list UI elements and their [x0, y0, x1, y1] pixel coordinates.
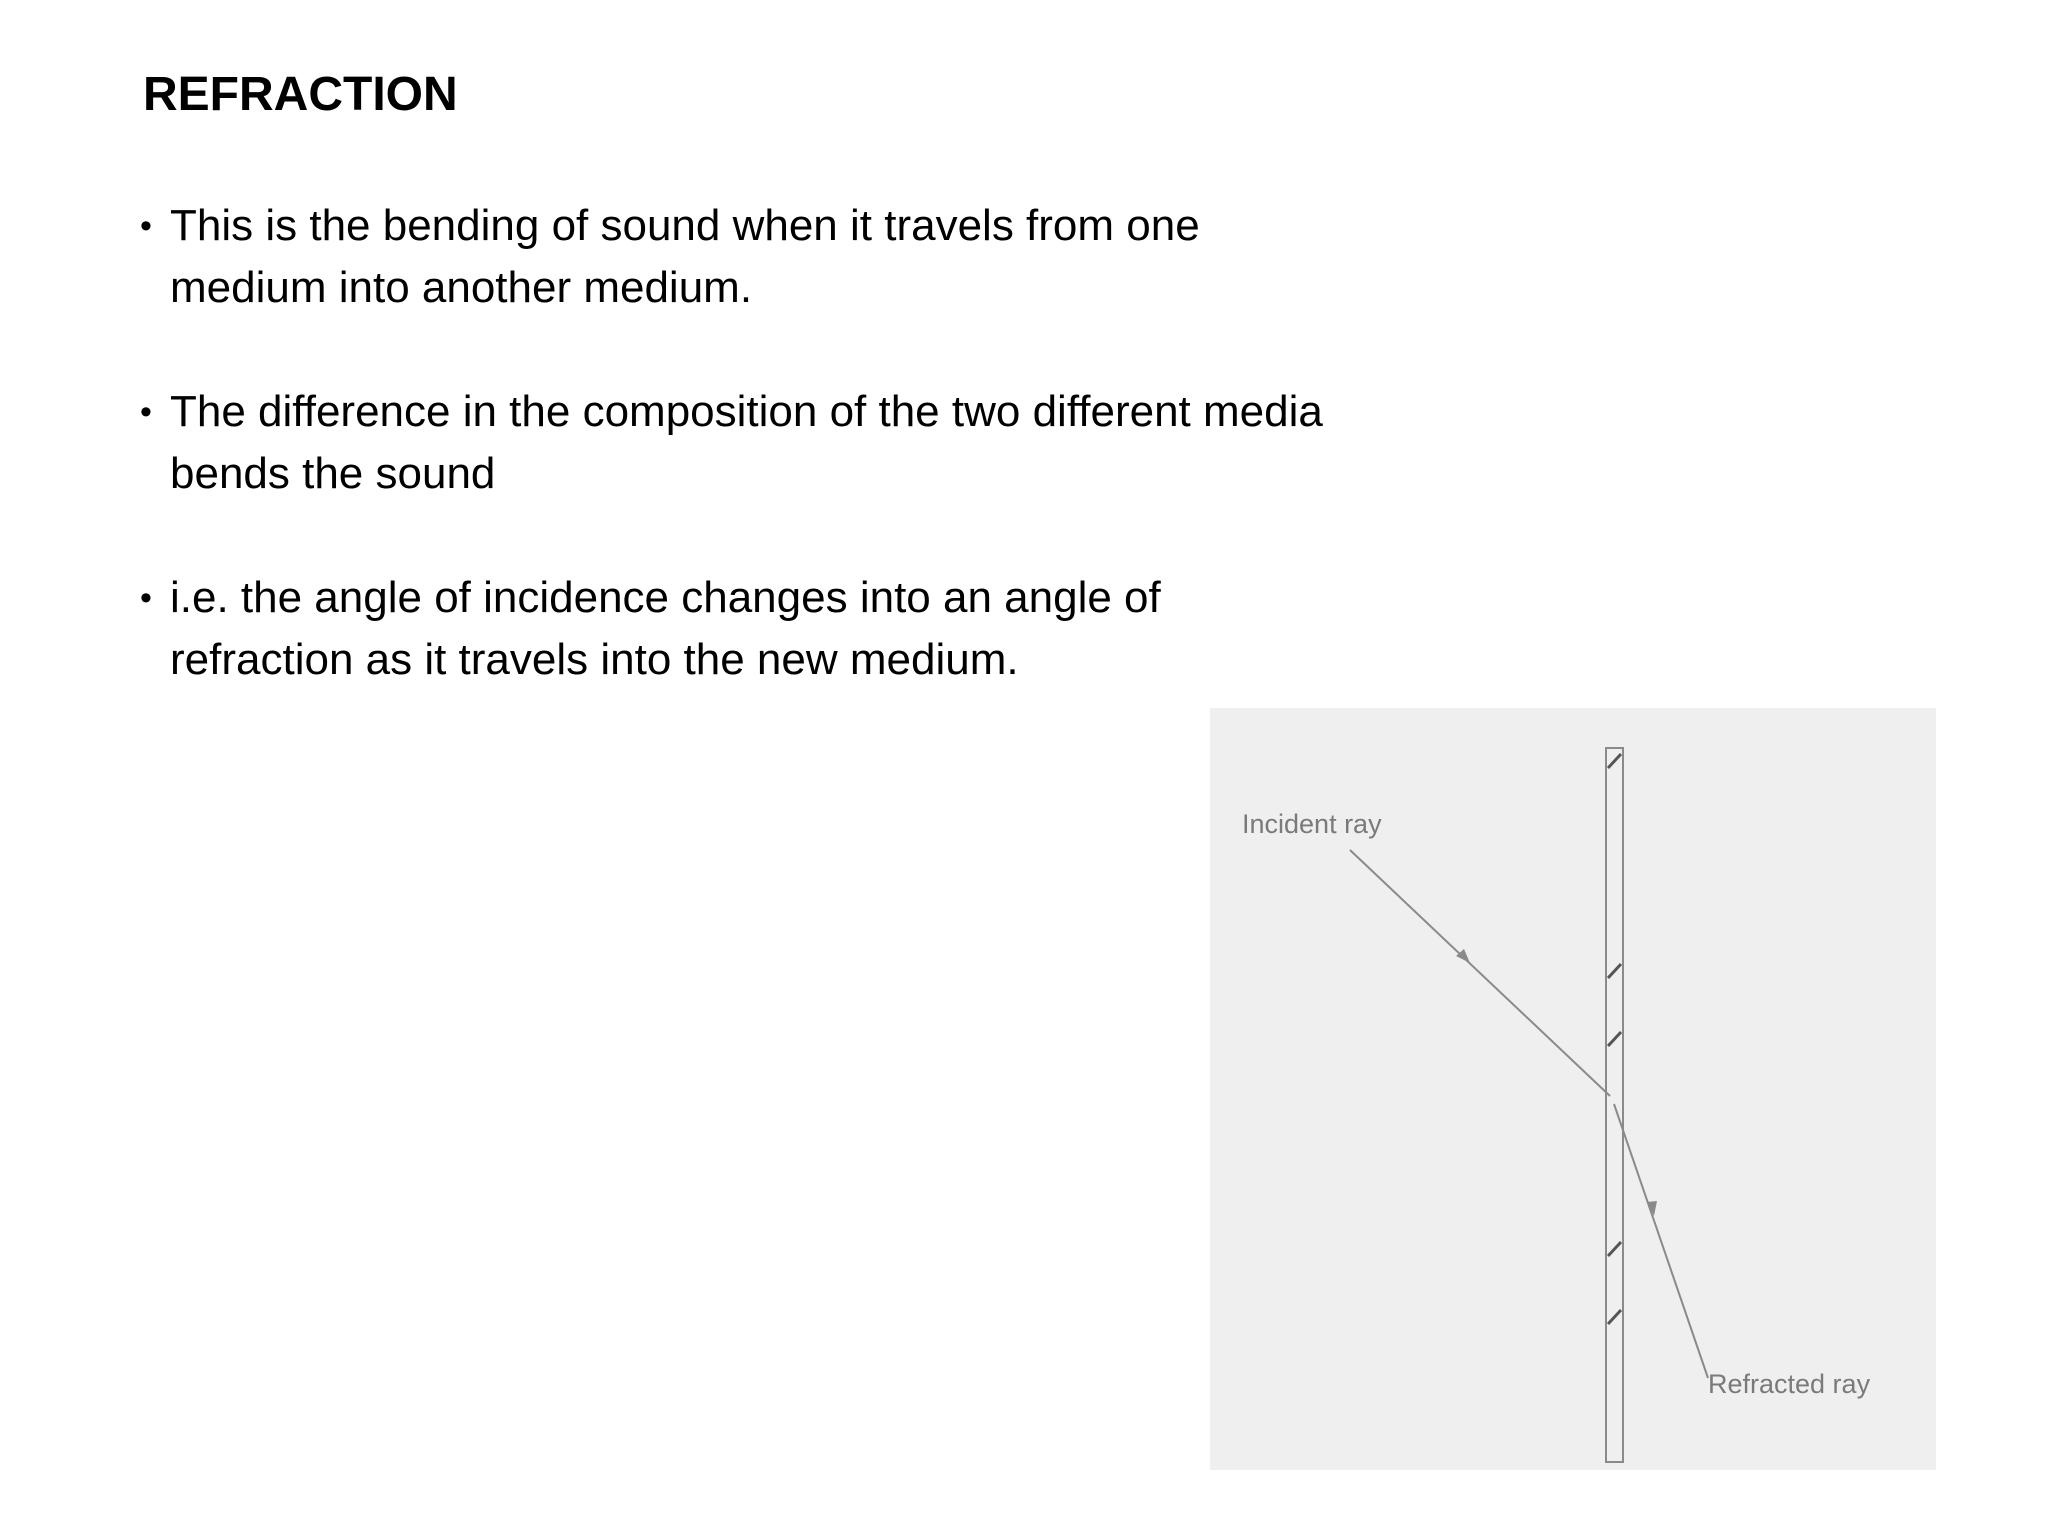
incident-ray	[1350, 850, 1610, 1096]
bullet-dot-icon: •	[140, 579, 152, 617]
bullet-text: i.e. the angle of incidence changes into an angle of refraction as it travels into the new medium.	[170, 573, 1161, 684]
bullet-list	[140, 195, 1350, 753]
bullet-text: This is the bending of sound when it travels from one medium into another medium.	[170, 201, 1200, 312]
slide-title: REFRACTION	[143, 68, 458, 121]
refracted-ray	[1614, 1104, 1708, 1378]
boundary-tick	[1608, 964, 1621, 978]
bullet-item	[140, 195, 1350, 319]
bullet-text: The difference in the composition of the two different media bends the sound	[170, 387, 1323, 498]
boundary-tick	[1608, 754, 1621, 768]
bullet-item	[140, 381, 1350, 505]
bullet-item	[140, 567, 1350, 691]
incident-ray-label: Incident ray	[1242, 809, 1382, 839]
boundary-tick	[1608, 1032, 1621, 1046]
bullet-dot-icon: •	[140, 207, 152, 245]
refraction-diagram	[1210, 708, 1936, 1470]
boundary-tick	[1608, 1310, 1621, 1324]
bullet-dot-icon: •	[140, 393, 152, 431]
refraction-diagram-svg	[1210, 708, 1936, 1470]
refracted-ray-label: Refracted ray	[1708, 1369, 1871, 1399]
boundary-tick	[1608, 1242, 1621, 1256]
